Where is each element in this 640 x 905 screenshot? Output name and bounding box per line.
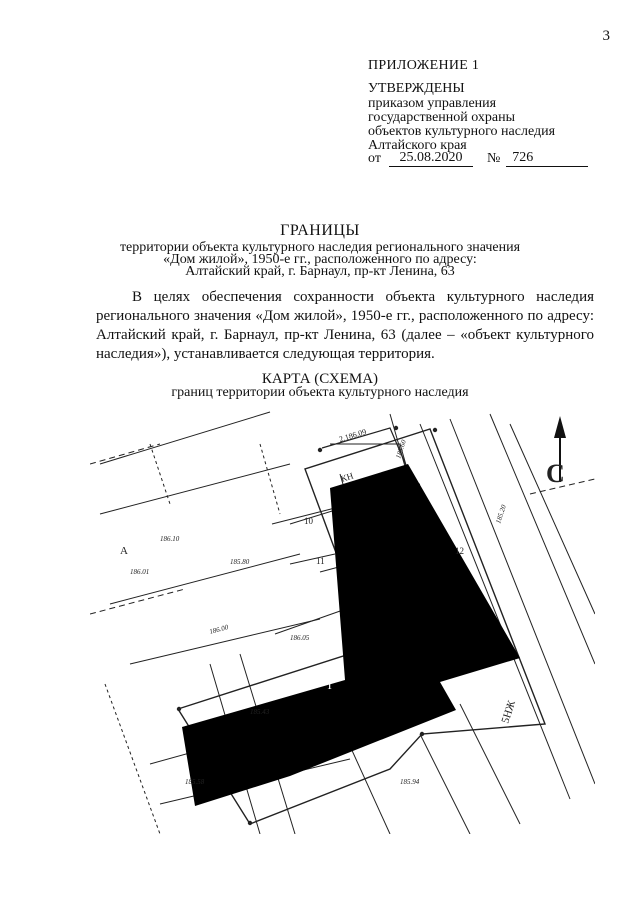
approval-line: Алтайского края — [368, 138, 467, 153]
map-height-mark: 186.10 — [160, 535, 180, 543]
approval-line: объектов культурного наследия — [368, 124, 556, 139]
map-label-12: 12 — [455, 546, 464, 556]
date-prefix: от — [368, 151, 381, 166]
approval-line: государственной охраны — [368, 110, 516, 125]
north-label: С — [546, 459, 565, 488]
map-label-plot: 2.186.09 — [337, 427, 368, 444]
map-height-mark: 185.58 — [185, 778, 205, 786]
approval-date-line — [368, 150, 588, 167]
approval-number: 726 — [506, 150, 588, 167]
map-label-10: 10 — [304, 516, 313, 526]
map-height-mark: 185.43 — [250, 708, 270, 716]
approval-date: 25.08.2020 — [389, 150, 473, 167]
map-height-mark: 185.20 — [494, 503, 508, 525]
subtitle-line: Алтайский край, г. Барнаул, пр-кт Ленина, 63 — [185, 264, 455, 279]
map-height-mark: 185.80 — [230, 558, 250, 566]
map-subheading: границ территории объекта культурного наследия — [171, 385, 469, 400]
map-label-a: А — [120, 545, 128, 557]
map-height-mark: 186.01 — [130, 568, 150, 576]
map-label-11: 11 — [316, 556, 325, 566]
approval-heading: УТВЕРЖДЕНЫ — [368, 81, 465, 96]
approval-line: приказом управления — [368, 96, 497, 111]
map-height-mark: 185.94 — [400, 778, 420, 786]
map-height-mark: 185.60 — [394, 438, 408, 460]
appendix-label: ПРИЛОЖЕНИЕ 1 — [368, 58, 480, 73]
number-prefix: № — [486, 151, 501, 166]
building-label: Т — [326, 678, 334, 692]
map-label-5n: 5НЖ — [499, 699, 519, 725]
map-heading: КАРТА (СХЕМА) — [261, 371, 379, 387]
body-paragraph: В целях обеспечения сохранности объекта культурного наследия регионального значения «Дом жилой», 1950-е гг., расположенного по адресу: Алтайский край, г. Барнаул, пр-кт Ленина, 63 (далее – «объект культурного наследия»), устанавливается следующая территория. — [96, 289, 594, 362]
boundary-map — [90, 404, 595, 834]
map-label-kn: КН — [339, 470, 355, 484]
map-height-mark: 186.00 — [208, 623, 230, 636]
page-number: 3 — [602, 28, 610, 44]
subtitle-line: территории объекта культурного наследия регионального значения — [119, 240, 521, 255]
approval-block — [368, 82, 555, 153]
building-footprint — [182, 464, 520, 806]
map-height-mark: 186.05 — [290, 634, 310, 642]
subtitle-line: «Дом жилой», 1950-е гг., расположенного по адресу: — [163, 252, 477, 267]
document-subtitle — [0, 236, 640, 278]
document-title: ГРАНИЦЫ — [280, 222, 360, 239]
